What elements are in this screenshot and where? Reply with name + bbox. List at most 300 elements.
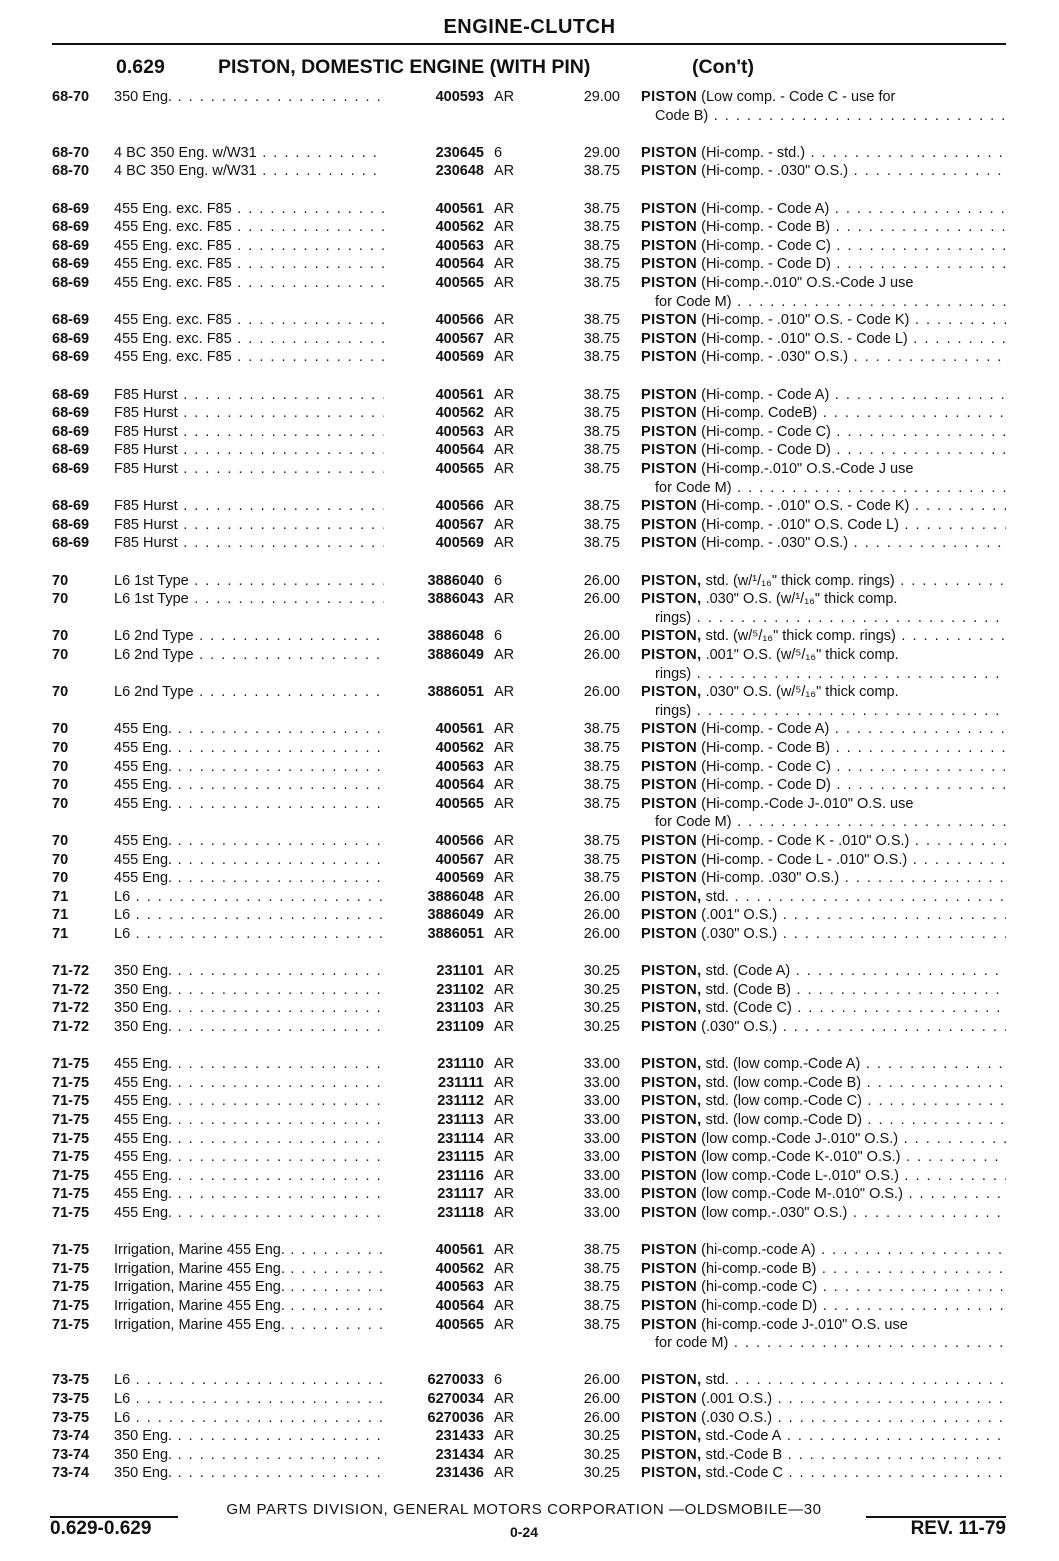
description-text: (hi-comp.-code A) [701, 1242, 816, 1259]
price: 38.75 [583, 851, 620, 868]
description [641, 237, 1006, 256]
price: 38.75 [583, 237, 620, 254]
part-noun: PISTON [641, 219, 698, 236]
model-year: 73-75 [52, 1391, 90, 1407]
part-number: 3886051 [427, 926, 484, 942]
price: 38.75 [583, 163, 620, 180]
description [641, 460, 1006, 479]
description [641, 386, 1006, 405]
model-year: 70 [52, 628, 69, 645]
table-row [0, 162, 1059, 181]
description [641, 758, 1006, 777]
part-noun: PISTON, [641, 572, 702, 589]
section-number: 0.629 [116, 56, 165, 78]
table-row [0, 237, 1059, 256]
quantity: AR [494, 1428, 515, 1445]
description-text: std. (Code A) [705, 963, 791, 980]
description-text: (Hi-comp.-.010" O.S.-Code J use [701, 275, 914, 291]
description-text: (hi-comp.-code C) [701, 1279, 818, 1296]
description [641, 851, 1006, 870]
application [114, 962, 384, 981]
description [641, 1055, 1006, 1074]
quantity: AR [494, 200, 515, 217]
table-row [0, 1148, 1059, 1167]
model-year: 70 [52, 740, 69, 756]
table-row [0, 88, 1059, 107]
price: 30.25 [583, 1446, 620, 1463]
model-year: 68-69 [52, 256, 90, 273]
model-year: 71-75 [52, 1112, 90, 1128]
part-noun: PISTON [641, 256, 698, 273]
part-number: 400561 [435, 386, 484, 403]
price: 38.75 [583, 516, 620, 533]
table-row [0, 683, 1059, 702]
part-number: 400566 [435, 312, 484, 329]
price: 38.75 [583, 349, 620, 366]
quantity: AR [494, 851, 515, 868]
description-text: (Hi-comp. - .010" O.S. Code L) [701, 516, 899, 533]
description-text: (Hi-comp. - std.) [701, 144, 806, 161]
application [114, 627, 384, 646]
model-year: 73-74 [52, 1465, 90, 1482]
table-row [0, 255, 1059, 274]
table-row [0, 999, 1059, 1018]
table-row [0, 851, 1059, 870]
description-text: (Hi-comp. - Code A) [701, 200, 830, 217]
quantity: AR [494, 1260, 515, 1277]
part-noun: PISTON [641, 423, 698, 440]
model-year: 70 [52, 572, 69, 589]
table-row [0, 1018, 1059, 1037]
model-year: 68-69 [52, 219, 90, 236]
application-text: 455 Eng. [114, 1205, 173, 1221]
description-text: std. (low comp.-Code B) [705, 1074, 862, 1091]
description-text: (Hi-comp. - .030" O.S.) [701, 349, 849, 366]
price: 38.75 [583, 330, 620, 347]
part-number: 6270036 [427, 1409, 484, 1426]
price: 26.00 [583, 572, 620, 589]
part-number: 231115 [437, 1149, 484, 1166]
part-number: 231110 [437, 1056, 484, 1073]
application [114, 1464, 384, 1483]
application-text: F85 Hurst [114, 461, 178, 477]
table-row [0, 1464, 1059, 1483]
application [114, 1055, 384, 1074]
application-text: L6 2nd Type [114, 647, 194, 663]
quantity: AR [494, 758, 515, 775]
model-year: 70 [52, 777, 69, 794]
table-row [0, 330, 1059, 349]
quantity: AR [494, 442, 515, 459]
model-year: 68-69 [52, 498, 90, 515]
price: 38.75 [583, 1279, 620, 1296]
part-noun: PISTON [641, 1409, 698, 1426]
price: 33.00 [583, 1205, 620, 1221]
application-text: Irrigation, Marine 455 Eng. [114, 1279, 285, 1296]
part-noun: PISTON [641, 777, 698, 794]
quantity: AR [494, 1019, 515, 1035]
table-row [0, 925, 1059, 944]
quantity: AR [494, 535, 515, 552]
model-year: 68-69 [52, 386, 90, 403]
application-text: L6 2nd Type [114, 628, 194, 645]
application-text: L6 1st Type [114, 572, 189, 589]
part-number: 231434 [435, 1446, 484, 1463]
description-text: std.-Code C [705, 1465, 783, 1482]
table-row-continuation [0, 702, 1059, 721]
description [641, 274, 1006, 293]
application [114, 758, 384, 777]
part-noun: PISTON [641, 740, 698, 756]
table-row [0, 423, 1059, 442]
price: 38.75 [583, 219, 620, 236]
price: 26.00 [583, 1409, 620, 1426]
application [114, 888, 384, 907]
quantity: AR [494, 888, 515, 905]
application [114, 739, 384, 758]
description-text: (low comp.-.030" O.S.) [701, 1205, 848, 1221]
model-year: 73-74 [52, 1446, 90, 1463]
description [641, 1316, 1006, 1335]
continuation-text: for Code M) [655, 479, 732, 496]
part-noun: PISTON [641, 851, 698, 868]
application-text: F85 Hurst [114, 516, 178, 533]
description [641, 1297, 1006, 1316]
part-noun: PISTON, [641, 684, 702, 701]
application [114, 999, 384, 1018]
application-text: 455 Eng. [114, 795, 173, 812]
description-text: std. [705, 888, 729, 905]
part-noun: PISTON [641, 926, 698, 942]
application [114, 925, 384, 944]
part-noun: PISTON [641, 275, 698, 291]
part-noun: PISTON [641, 442, 698, 459]
price: 38.75 [583, 1316, 620, 1333]
price: 38.75 [583, 1260, 620, 1277]
part-noun: PISTON [641, 1279, 698, 1296]
table-row [0, 888, 1059, 907]
model-year: 71-75 [52, 1149, 90, 1166]
application [114, 88, 384, 107]
model-year: 68-69 [52, 535, 90, 552]
price: 33.00 [583, 1186, 620, 1203]
price: 26.00 [583, 888, 620, 905]
quantity: AR [494, 89, 515, 105]
table-row [0, 497, 1059, 516]
part-noun: PISTON, [641, 1465, 702, 1482]
description [641, 330, 1006, 349]
model-year: 70 [52, 721, 69, 738]
part-number: 231113 [437, 1112, 484, 1128]
application [114, 534, 384, 553]
quantity: AR [494, 777, 515, 794]
quantity: AR [494, 1242, 515, 1259]
quantity: AR [494, 1000, 515, 1017]
quantity: AR [494, 907, 515, 924]
part-number: 400563 [435, 237, 484, 254]
description-text: (Hi-comp. - Code C) [701, 237, 831, 254]
part-noun: PISTON [641, 237, 698, 254]
footer-revision: REV. 11-79 [910, 1518, 1006, 1539]
description [641, 1278, 1006, 1297]
quantity: AR [494, 795, 515, 812]
application-text: 455 Eng. [114, 1186, 173, 1203]
part-number: 400566 [435, 498, 484, 515]
part-noun: PISTON [641, 312, 698, 329]
model-year: 68-69 [52, 275, 90, 291]
quantity: AR [494, 256, 515, 273]
application [114, 646, 384, 665]
part-number: 400569 [435, 349, 484, 366]
application-text: 350 Eng. [114, 1428, 173, 1445]
description-text: (low comp.-Code M-.010" O.S.) [701, 1186, 903, 1203]
application-text: 455 Eng. [114, 758, 173, 775]
description [641, 162, 1006, 181]
description-text: std. (low comp.-Code C) [705, 1093, 862, 1110]
part-number: 231109 [436, 1019, 484, 1035]
section-continued: (Con't) [692, 56, 755, 78]
table-row-continuation [0, 479, 1059, 498]
price: 38.75 [583, 758, 620, 775]
quantity: AR [494, 498, 515, 515]
quantity: AR [494, 926, 515, 942]
application-text: 455 Eng. [114, 851, 173, 868]
description-continuation [655, 1334, 1006, 1353]
price: 38.75 [583, 386, 620, 403]
application [114, 1260, 384, 1279]
part-noun: PISTON [641, 1130, 698, 1147]
model-year: 73-74 [52, 1428, 90, 1445]
part-noun: PISTON [641, 405, 698, 422]
part-noun: PISTON [641, 330, 698, 347]
header-title: ENGINE-CLUTCH [443, 16, 616, 38]
table-row [0, 1260, 1059, 1279]
description-text: std.-Code B [705, 1446, 783, 1463]
description-text: (.030 O.S.) [701, 1409, 773, 1426]
continuation-text: rings) [655, 609, 692, 626]
application-text: L6 [114, 1409, 131, 1426]
part-number: 3886051 [427, 684, 484, 701]
description [641, 218, 1006, 237]
model-year: 70 [52, 647, 69, 663]
part-number: 400569 [435, 870, 484, 887]
application-text: 4 BC 350 Eng. w/W31 [114, 144, 257, 161]
application [114, 720, 384, 739]
description-text: (.030" O.S.) [701, 1019, 778, 1035]
part-number: 400566 [435, 833, 484, 849]
part-number: 6270034 [427, 1391, 484, 1407]
quantity: AR [494, 405, 515, 422]
application [114, 1148, 384, 1167]
continuation-text: for Code M) [655, 814, 732, 831]
part-noun: PISTON, [641, 1093, 702, 1110]
application [114, 776, 384, 795]
table-row [0, 1297, 1059, 1316]
application [114, 869, 384, 888]
application-text: 455 Eng. exc. F85 [114, 330, 232, 347]
model-year: 71 [52, 907, 69, 924]
table-row [0, 981, 1059, 1000]
description-continuation [655, 609, 1006, 628]
table-row [0, 441, 1059, 460]
description-text: (Low comp. - Code C - use for [701, 89, 896, 105]
part-noun: PISTON [641, 1186, 698, 1203]
table-row [0, 758, 1059, 777]
application [114, 906, 384, 925]
price: 33.00 [583, 1149, 620, 1166]
part-number: 230645 [435, 144, 484, 161]
quantity: AR [494, 740, 515, 756]
description-text: std.-Code A [705, 1428, 782, 1445]
description [641, 88, 1006, 107]
description-text: std. (w/⁵/₁₆" thick comp. rings) [705, 628, 896, 645]
application-text: Irrigation, Marine 455 Eng. [114, 1242, 285, 1259]
part-noun: PISTON, [641, 591, 702, 608]
part-number: 231102 [436, 981, 484, 998]
application-text: 455 Eng. [114, 1167, 173, 1184]
table-row [0, 1204, 1059, 1223]
table-row [0, 1167, 1059, 1186]
part-noun: PISTON, [641, 1056, 702, 1073]
model-year: 68-69 [52, 423, 90, 440]
part-number: 231433 [435, 1428, 484, 1445]
price: 33.00 [583, 1130, 620, 1147]
part-number: 3886048 [427, 888, 484, 905]
application-text: 455 Eng. [114, 721, 173, 738]
price: 30.25 [583, 1465, 620, 1482]
table-row [0, 534, 1059, 553]
description [641, 1092, 1006, 1111]
price: 30.25 [583, 1428, 620, 1445]
description-text: (low comp.-Code J-.010" O.S.) [701, 1130, 899, 1147]
application-text: 455 Eng. exc. F85 [114, 275, 232, 291]
model-year: 71-75 [52, 1056, 90, 1073]
price: 26.00 [583, 926, 620, 942]
description-text: (Hi-comp. - Code A) [701, 386, 830, 403]
description [641, 720, 1006, 739]
model-year: 71-72 [52, 1000, 90, 1017]
part-noun: PISTON [641, 535, 698, 552]
part-noun: PISTON [641, 870, 698, 887]
application-text: 455 Eng. [114, 1093, 173, 1110]
part-number: 400561 [435, 1242, 484, 1259]
table-row [0, 1074, 1059, 1093]
part-number: 3886048 [427, 628, 484, 645]
price: 38.75 [583, 1242, 620, 1259]
model-year: 71 [52, 926, 69, 942]
application-text: 350 Eng. [114, 1446, 173, 1463]
description [641, 627, 1006, 646]
application-text: 455 Eng. [114, 1074, 173, 1091]
description-text: (Hi-comp. - Code K - .010" O.S.) [701, 833, 910, 849]
part-noun: PISTON, [641, 1000, 702, 1017]
quantity: AR [494, 1391, 515, 1407]
model-year: 68-69 [52, 516, 90, 533]
part-noun: PISTON [641, 349, 698, 366]
part-number: 3886049 [427, 647, 484, 663]
price: 26.00 [583, 907, 620, 924]
quantity: AR [494, 684, 515, 701]
application-text: F85 Hurst [114, 423, 178, 440]
application-text: 4 BC 350 Eng. w/W31 [114, 163, 257, 180]
price: 33.00 [583, 1074, 620, 1091]
part-noun: PISTON [641, 144, 698, 161]
description-continuation [655, 702, 1006, 721]
application [114, 851, 384, 870]
quantity: AR [494, 1465, 515, 1482]
table-row [0, 516, 1059, 535]
quantity: AR [494, 1167, 515, 1184]
model-year: 71-72 [52, 1019, 90, 1035]
application [114, 1316, 384, 1335]
model-year: 71-75 [52, 1167, 90, 1184]
description-text: (Hi-comp. - .030" O.S.) [701, 535, 849, 552]
quantity: AR [494, 647, 515, 663]
part-number: 400561 [435, 200, 484, 217]
quantity: 6 [494, 628, 503, 645]
description-text: (Hi-comp. - Code D) [701, 256, 831, 273]
description [641, 497, 1006, 516]
price: 38.75 [583, 423, 620, 440]
continuation-text: for code M) [655, 1335, 729, 1352]
description-text: (.001 O.S.) [701, 1391, 773, 1407]
application [114, 1446, 384, 1465]
quantity: AR [494, 1130, 515, 1147]
application [114, 1204, 384, 1223]
part-noun: PISTON [641, 1167, 698, 1184]
application-text: Irrigation, Marine 455 Eng. [114, 1316, 285, 1333]
application-text: F85 Hurst [114, 535, 178, 552]
part-number: 231112 [437, 1093, 484, 1110]
part-number: 231436 [435, 1465, 484, 1482]
part-number: 400563 [435, 1279, 484, 1296]
application-text: 350 Eng. [114, 89, 173, 105]
application-text: F85 Hurst [114, 442, 178, 459]
application [114, 1018, 384, 1037]
model-year: 71-72 [52, 963, 90, 980]
application [114, 1074, 384, 1093]
description-text: .030" O.S. (w/¹/₁₆" thick comp. [705, 591, 898, 608]
model-year: 71-75 [52, 1260, 90, 1277]
footer-group-range: 0.629-0.629 [50, 1518, 152, 1539]
part-number: 400564 [435, 442, 484, 459]
continuation-text: rings) [655, 665, 692, 682]
description [641, 962, 1006, 981]
application [114, 1297, 384, 1316]
table-row [0, 348, 1059, 367]
description [641, 1167, 1006, 1186]
description [641, 776, 1006, 795]
part-number: 3886043 [427, 591, 484, 608]
price: 38.75 [583, 405, 620, 422]
table-row [0, 1409, 1059, 1428]
quantity: AR [494, 1409, 515, 1426]
description [641, 255, 1006, 274]
table-row [0, 1111, 1059, 1130]
model-year: 71-72 [52, 981, 90, 998]
application-text: 455 Eng. exc. F85 [114, 312, 232, 329]
description-text: std. (w/¹/₁₆" thick comp. rings) [705, 572, 895, 589]
application-text: 350 Eng. [114, 963, 173, 980]
table-row [0, 962, 1059, 981]
description-text: (Hi-comp. - Code B) [701, 740, 831, 756]
description [641, 1074, 1006, 1093]
quantity: AR [494, 219, 515, 236]
description [641, 981, 1006, 1000]
application [114, 981, 384, 1000]
table-row [0, 1427, 1059, 1446]
price: 26.00 [583, 684, 620, 701]
